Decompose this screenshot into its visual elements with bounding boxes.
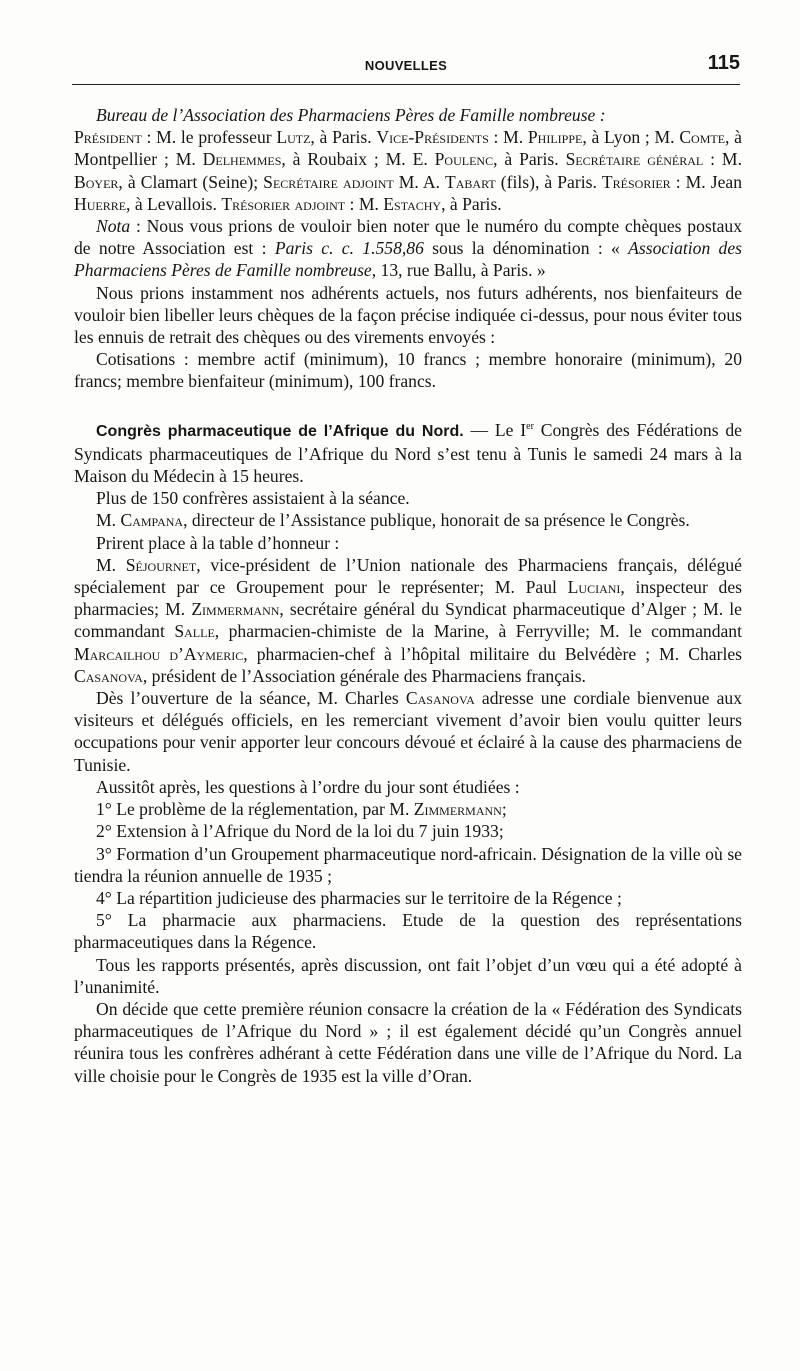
section-gap: [74, 393, 742, 419]
bureau-title: Bureau de l’Association des Pharmaciens Pères de Famille nombreuse :: [96, 105, 606, 125]
table-paragraph: Prirent place à la table d’honneur :: [96, 532, 340, 553]
reports-paragraph: Tous les rapports présentés, après discussion, ont fait l’objet d’un vœu qui a été adopté à l’unanimité.: [74, 954, 742, 997]
cotisations-paragraph: Cotisations : membre actif (minimum), 10 francs ; membre honoraire (minimum), 20 francs; membre bienfaiteur (minimum), 100 francs.: [74, 349, 742, 392]
running-head: NOUVELLES: [364, 58, 448, 73]
nota-paragraph: Nota : Nous vous prions de vouloir bien noter que le numéro du compte chèques postaux de notre Association est : Paris c. c. 1.558,86 sous la dénomination : « Association des Pharmaciens Pères de Famille nombreuse, 13, rue Ballu, à Paris. »: [74, 216, 743, 281]
honor-guests-paragraph: M. Séjournet, vice-président de l’Union nationale des Pharmaciens français, délégué spécialement par ce Groupement pour le représenter; M. Paul Luciani, inspecteur des pharmacies; M. Zimmermann, secrétaire général du Syndicat pharmaceutique d’Alger ; M. le commandant Salle, pharmacien-chimiste de la Marine, à Ferryville; M. le commandant Marcailhou d’Aymeric, pharmacien-chef à l’hôpital militaire du Belvédère ; M. Charles Casanova, président de l’Association générale des Pharmaciens français.: [74, 554, 743, 686]
agenda-item-4: 4° La répartition judicieuse des pharmacies sur le territoire de la Régence ;: [96, 887, 622, 908]
agenda-item-2: 2° Extension à l’Afrique du Nord de la loi du 7 juin 1933;: [96, 821, 504, 842]
congres-intro: Congrès pharmaceutique de l’Afrique du Nord. — Le Ier Congrès des Fédérations de Syndicats pharmaceutiques de l’Afrique du Nord s’est tenu à Tunis le samedi 24 mars à la Maison du Médecin à 15 heures.: [74, 419, 742, 487]
section-title: Congrès pharmaceutique de l’Afrique du Nord.: [96, 422, 464, 440]
agenda-item-1: 1° Le problème de la réglementation, par M. Zimmermann;: [96, 799, 507, 820]
agenda-item-5: 5° La pharmacie aux pharmaciens. Etude de la question des représentations pharmaceutiques dans la Régence.: [74, 910, 742, 953]
attendance-paragraph: Plus de 150 confrères assistaient à la séance.: [96, 488, 410, 509]
bureau-members: Président : M. le professeur Lutz, à Paris. Vice-Présidents : M. Philippe, à Lyon ; M. Comte, à Montpellier ; M. Delhemmes, à Roubaix ; M. E. Poulenc, à Paris. Secrétaire général : M. Boyer, à Clamart (Seine); Secrétaire adjoint M. A. Tabart (fils), à Paris. Trésorier : M. Jean Huerre, à Levallois. Trésorier adjoint : M. Estachy, à Paris.: [74, 127, 742, 214]
campana-paragraph: M. Campana, directeur de l’Assistance publique, honorait de sa présence le Congrès.: [96, 510, 690, 531]
article-body: [74, 104, 742, 1087]
conclusion-paragraph: On décide que cette première réunion consacre la création de la « Fédération des Syndicats pharmaceutiques de l’Afrique du Nord » ; il est également décidé qu’un Congrès annuel réunira tous les confrères adhérant à cette Fédération dans une ville de l’Afrique du Nord. La ville choisie pour le Congrès de 1935 est la ville d’Oran.: [74, 998, 742, 1086]
opening-paragraph: Dès l’ouverture de la séance, M. Charles Casanova adresse une cordiale bienvenue aux visiteurs et délégués officiels, en les remerciant vivement d’avoir bien voulu quitter leurs occupations pour venir apporter leur concours dévoué et éclairé à la cause des pharmaciens de Tunisie.: [74, 688, 742, 775]
agenda-intro: Aussitôt après, les questions à l’ordre du jour sont étudiées :: [96, 776, 520, 797]
page-number: 115: [707, 52, 740, 74]
agenda-item-3: 3° Formation d’un Groupement pharmaceutique nord-africain. Désignation de la ville où se tiendra la réunion annuelle de 1935 ;: [74, 843, 742, 886]
page-header: [72, 52, 740, 85]
adherents-paragraph: Nous prions instamment nos adhérents actuels, nos futurs adhérents, nos bienfaiteurs de vouloir bien libeller leurs chèques de la façon précise indiquée ci-dessus, pour nous éviter tous les ennuis de retrait des chèques ou des virements envoyés :: [74, 282, 742, 348]
